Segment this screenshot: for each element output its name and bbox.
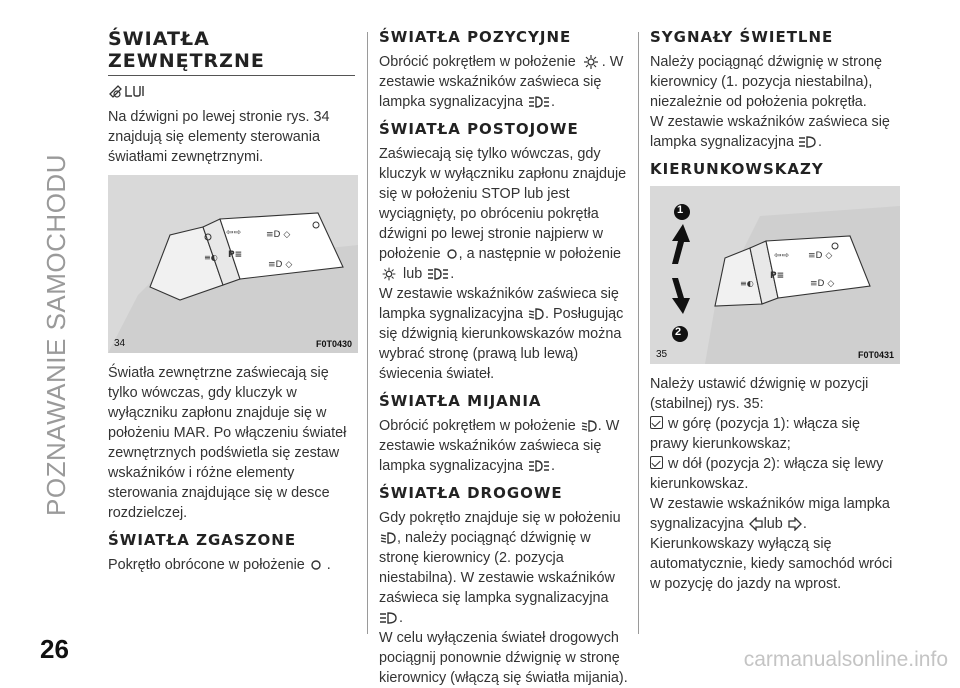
svg-text:≡D ◇: ≡D ◇ xyxy=(810,279,835,289)
column-divider xyxy=(367,32,368,634)
svg-text:≡D ◇: ≡D ◇ xyxy=(808,251,833,261)
body-text: Kierunkowskazy wyłączą się automatycznie, kiedy samochód wróci w pozycję do jazdy na wprost. xyxy=(650,536,893,592)
heading-swiatla-pozycyjne: ŚWIATŁA POZYCYJNE xyxy=(379,28,572,46)
body-text: Obrócić pokrętłem w położenie . W zestawie wskaźników zaświeca się lampka sygnalizacyjna . xyxy=(379,54,624,110)
turn-signal-stalk-illustration xyxy=(650,186,900,364)
svg-text:≡◐: ≡◐ xyxy=(740,279,754,288)
callout-1: 1 xyxy=(677,204,684,216)
svg-text:P≡: P≡ xyxy=(228,250,243,260)
bullet-icon xyxy=(650,416,663,429)
bullet-icon xyxy=(650,456,663,469)
body-text: W zestawie wskaźników zaświeca się lampka sygnalizacyjna . Posługując się dźwignią kierunkowskazów można wybrać stronę (prawą lub lewą) świecenia świateł. xyxy=(379,286,624,382)
body-text: Obrócić pokrętłem w położenie . W zestawie wskaźników zaświeca się lampka sygnalizacyjna . xyxy=(379,418,620,474)
figure-number: 34 xyxy=(114,338,126,349)
column-divider xyxy=(638,32,639,634)
body-text: Należy ustawić dźwignię w pozycji (stabilnej) rys. 35: xyxy=(650,376,869,412)
low-beam-icon xyxy=(379,530,397,546)
column-left xyxy=(108,28,358,575)
left-turn-signal-icon xyxy=(748,517,764,531)
svg-text:≡D ◇: ≡D ◇ xyxy=(266,230,291,240)
figure-34 xyxy=(108,175,358,353)
high-beam-icon xyxy=(379,610,399,626)
list-item: w dół (pozycja 2): włącza się lewy kierunkowskaz. xyxy=(650,456,884,492)
column-middle xyxy=(379,28,629,688)
position-lights-icon xyxy=(580,54,602,70)
position-lights-warning-icon xyxy=(426,266,450,282)
body-text: W celu wyłączenia świateł drogowych pociągnij ponownie dźwignię w stronę kierownicy (włączą się światła mijania). xyxy=(379,630,628,686)
body-text: W zestawie wskaźników miga lampka sygnalizacyjna lub . xyxy=(650,496,890,532)
body-text: Pokrętło obrócone w położenie . xyxy=(108,557,331,573)
position-lights-icon xyxy=(379,266,399,282)
tech-tip-icon xyxy=(108,82,358,105)
callout-2: 2 xyxy=(675,326,682,338)
list-item: w górę (pozycja 1): włącza się prawy kierunkowskaz; xyxy=(650,416,860,452)
figure-35 xyxy=(650,186,900,364)
svg-text:⇦⇨: ⇦⇨ xyxy=(226,228,242,238)
low-beam-icon xyxy=(527,306,545,322)
heading-kierunkowskazy: KIERUNKOWSKAZY xyxy=(650,160,824,178)
lights-off-icon xyxy=(445,247,459,261)
svg-text:P≡: P≡ xyxy=(770,271,785,281)
heading-sygnaly-swietlne: SYGNAŁY ŚWIETLNE xyxy=(650,28,834,46)
light-stalk-illustration xyxy=(108,175,358,353)
watermark: carmanualsonline.info xyxy=(743,648,948,671)
section-side-label: POZNAWANIE SAMOCHODU xyxy=(41,154,71,516)
intro-text: Na dźwigni po lewej stronie rys. 34 znajdują się elementy sterowania światłami zewnętrznymi. xyxy=(108,109,330,165)
arrow-down-icon xyxy=(672,278,690,314)
body-text: Należy pociągnąć dźwignię w stronę kierownicy (1. pozycja niestabilna), niezależnie od położenia pokrętła. xyxy=(650,54,882,110)
low-beam-icon xyxy=(580,418,598,434)
figure-number: 35 xyxy=(656,349,668,360)
section-title: ŚWIATŁA ZEWNĘTRZNE xyxy=(108,28,355,76)
body-text: Światła zewnętrzne zaświecają się tylko wówczas, gdy kluczyk w wyłączniku zapłonu znajduje się w położeniu MAR. Po włączeniu świateł zewnętrznych podświetla się zestaw wskaźników i różne elementy sterowania znajdujące się w desce rozdzielczej. xyxy=(108,365,347,521)
heading-swiatla-mijania: ŚWIATŁA MIJANIA xyxy=(379,392,542,410)
right-turn-signal-icon xyxy=(787,517,803,531)
page-number: 26 xyxy=(40,634,69,664)
svg-text:⇦⇨: ⇦⇨ xyxy=(774,251,790,261)
position-lights-warning-icon xyxy=(527,458,551,474)
column-right xyxy=(650,28,900,594)
body-text: Zaświecają się tylko wówczas, gdy kluczyk w wyłączniku zapłonu znajduje się w położeniu STOP lub jest wyciągnięty, po obróceniu pokrętła dźwigni po lewej stronie najpierw w położenie , a następnie w położenie lub . xyxy=(379,146,627,282)
heading-swiatla-postojowe: ŚWIATŁA POSTOJOWE xyxy=(379,120,579,138)
heading-swiatla-drogowe: ŚWIATŁA DROGOWE xyxy=(379,484,563,502)
figure-code: F0T0430 xyxy=(315,339,352,349)
svg-text:≡D ◇: ≡D ◇ xyxy=(268,260,293,270)
position-lights-warning-icon xyxy=(527,94,551,110)
body-text: W zestawie wskaźników zaświeca się lampka sygnalizacyjna . xyxy=(650,114,890,150)
body-text: Gdy pokrętło znajduje się w położeniu , należy pociągnąć dźwignię w stronę kierownicy (2. pozycja niestabilna). W zestawie wskaźników zaświeca się lampka sygnalizacyjna . xyxy=(379,510,621,626)
lights-off-icon xyxy=(309,558,323,572)
figure-code: F0T0431 xyxy=(857,350,894,360)
heading-swiatla-zgaszone: ŚWIATŁA ZGASZONE xyxy=(108,531,297,549)
arrow-up-icon xyxy=(672,224,690,264)
high-beam-icon xyxy=(798,134,818,150)
svg-text:≡◐: ≡◐ xyxy=(204,253,218,262)
